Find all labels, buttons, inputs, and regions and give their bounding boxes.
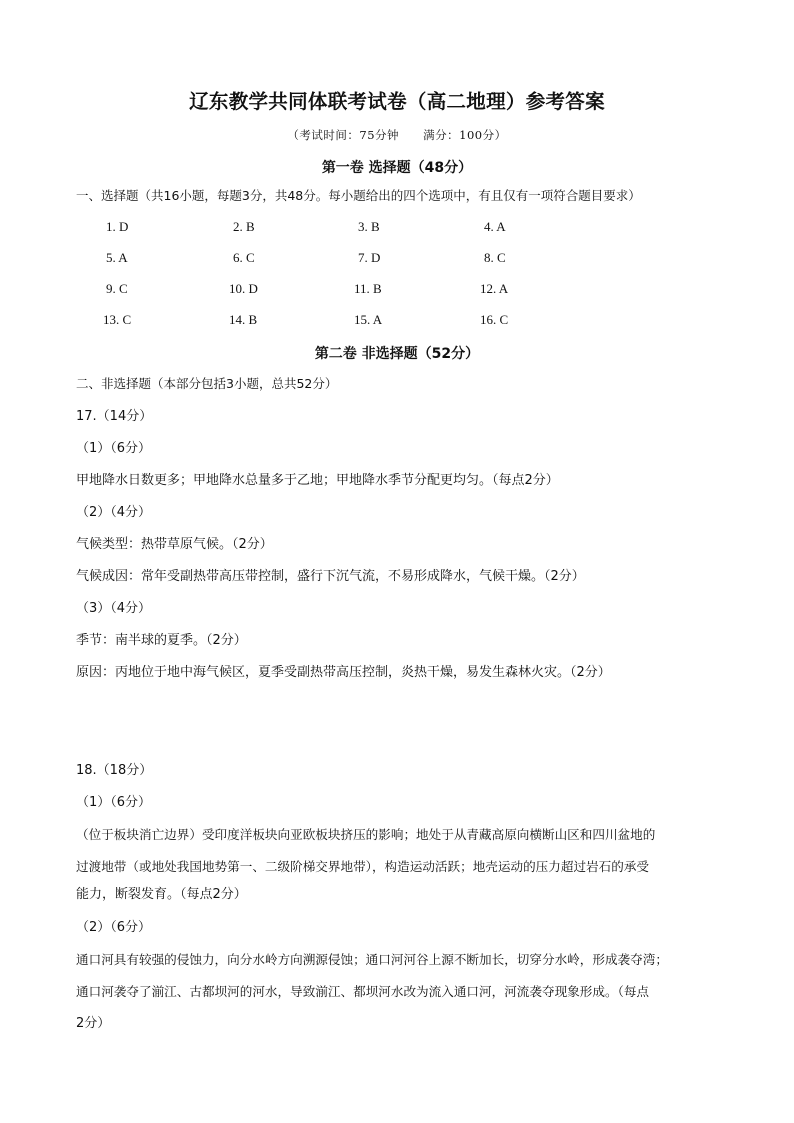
- q18-line: （2）（6分）: [76, 920, 152, 935]
- q17-line: （2）（4分）: [76, 505, 152, 520]
- answer-item: 12. A: [480, 281, 509, 296]
- q18-line: 能力，断裂发育。（每点2分）: [76, 887, 247, 902]
- answer-item: 9. C: [106, 281, 128, 296]
- answer-item: 13. C: [103, 312, 132, 327]
- q18-line: 过渡地带（或地处我国地势第一、二级阶梯交界地带），构造运动活跃；地壳运动的压力超过岩石的承受: [76, 859, 650, 874]
- q18-line: 2分）: [76, 1016, 111, 1031]
- q17-line: 季节：南半球的夏季。（2分）: [76, 633, 247, 648]
- answer-item: 6. C: [233, 250, 255, 265]
- answer-item: 3. B: [358, 219, 380, 234]
- answer-item: 1. D: [106, 219, 129, 234]
- q18-line: 通口河具有较强的侵蚀力，向分水岭方向溯源侵蚀；通口河河谷上源不断加长，切穿分水岭，形成袭夺湾；: [76, 952, 668, 967]
- answer-item: 10. D: [229, 281, 258, 296]
- answer-item: 8. C: [484, 250, 506, 265]
- answer-item: 4. A: [484, 219, 506, 234]
- q17-line: 气候类型：热带草原气候。（2分）: [76, 537, 273, 552]
- answer-item: 2. B: [233, 219, 255, 234]
- exam-time: （考试时间：75分钟: [287, 128, 400, 142]
- answer-item: 7. D: [358, 250, 381, 265]
- q18-line: 通口河袭夺了湔江、古都坝河的河水，导致湔江、都坝河水改为流入通口河，河流袭夺现象形成。（每点: [76, 984, 650, 999]
- document-title: 辽东教学共同体联考试卷（高二地理）参考答案: [189, 90, 605, 113]
- q17-line: 甲地降水日数更多；甲地降水总量多于乙地；甲地降水季节分配更均匀。（每点2分）: [76, 473, 559, 488]
- part2-heading: 第二卷 非选择题（52分）: [314, 346, 480, 362]
- q17-line: 气候成因：常年受副热带高压带控制，盛行下沉气流，不易形成降水，气候干燥。（2分）: [76, 569, 585, 584]
- part2-instruction: 二、非选择题（本部分包括3小题，总共52分）: [76, 376, 338, 391]
- q17-heading: 17.（14分）: [76, 409, 153, 424]
- q18-heading: 18.（18分）: [76, 763, 153, 778]
- answer-item: 5. A: [106, 250, 128, 265]
- q17-line: 原因：丙地位于地中海气候区，夏季受副热带高压控制，炎热干燥，易发生森林火灾。（2分）: [76, 665, 611, 680]
- answer-item: 15. A: [354, 312, 383, 327]
- full-score: 满分：100分）: [423, 128, 507, 142]
- answer-item: 14. B: [229, 312, 258, 327]
- q17-line: （3）（4分）: [76, 601, 152, 616]
- q17-line: （1）（6分）: [76, 441, 152, 456]
- answer-item: 11. B: [354, 281, 382, 296]
- part1-instruction: 一、选择题（共16小题，每题3分，共48分。每小题给出的四个选项中，有且仅有一项符合题目要求）: [76, 188, 641, 203]
- answer-item: 16. C: [480, 312, 509, 327]
- part1-heading: 第一卷 选择题（48分）: [321, 160, 473, 176]
- q18-line: （1）（6分）: [76, 795, 152, 810]
- exam-info: [0, 127, 794, 143]
- q18-line: （位于板块消亡边界）受印度洋板块向亚欧板块挤压的影响；地处于从青藏高原向横断山区和四川盆地的: [76, 827, 656, 842]
